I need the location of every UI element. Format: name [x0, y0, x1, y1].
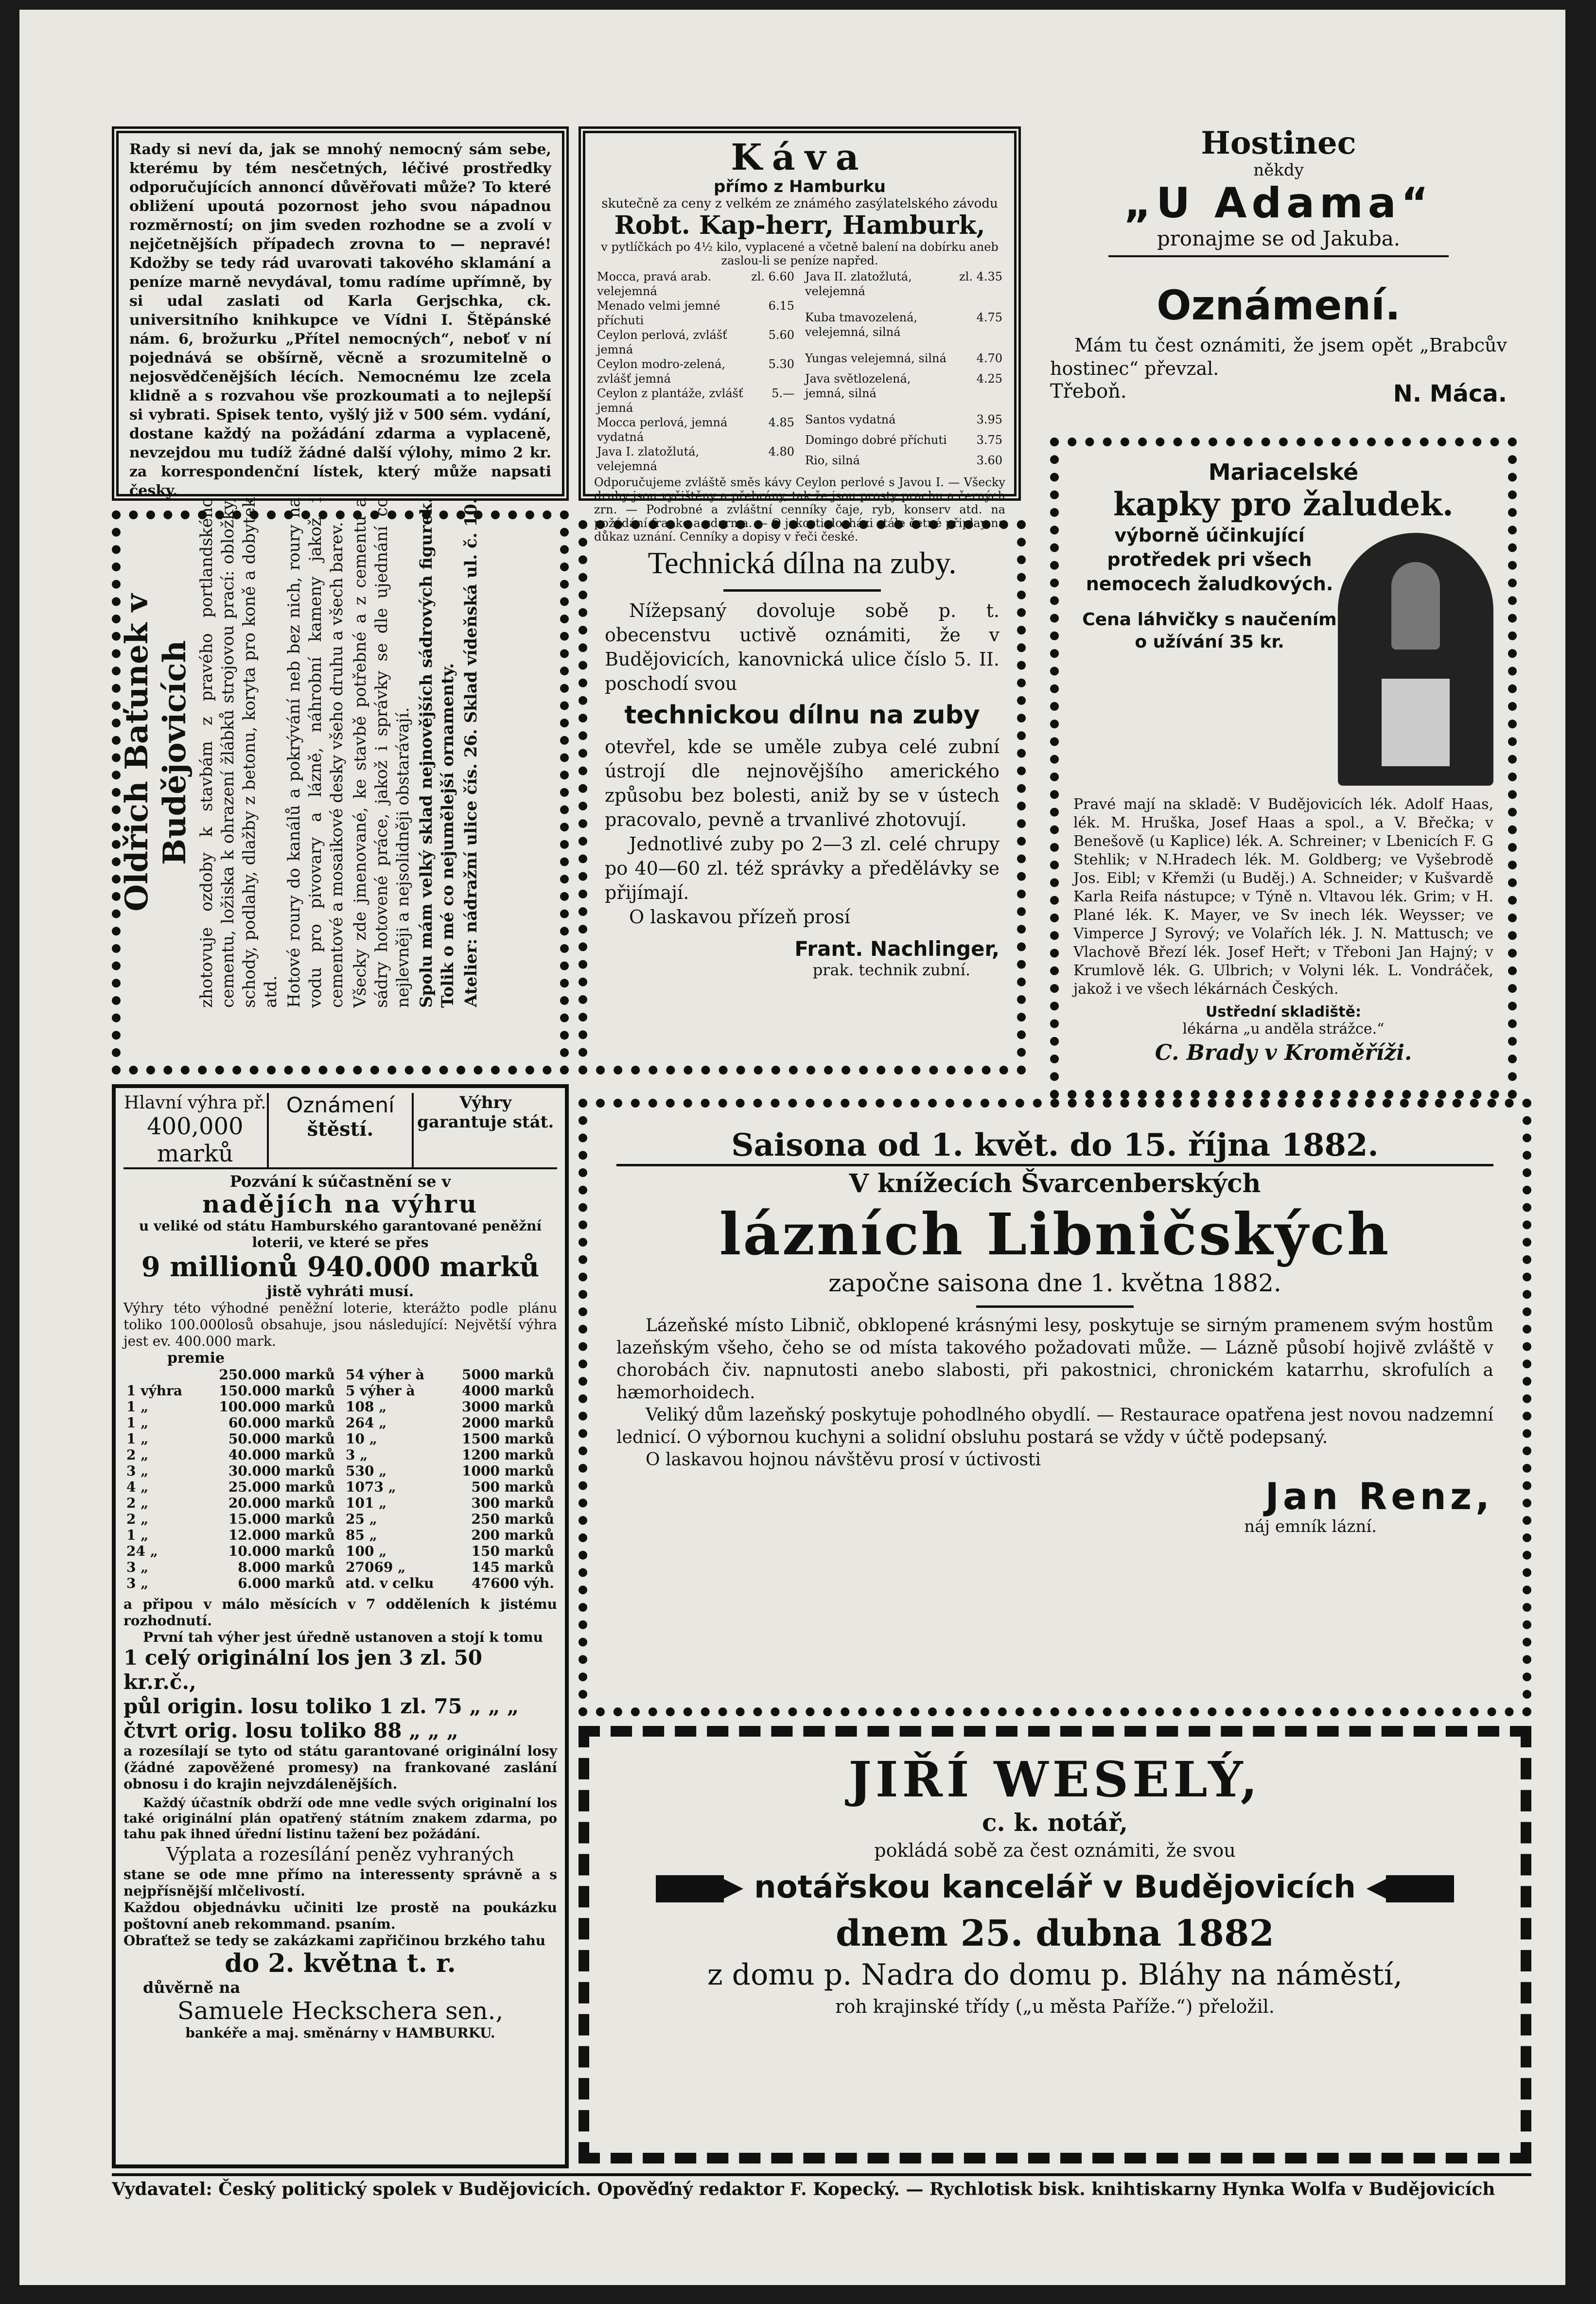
coffee-firm: Robt. Kap-herr, Hamburk,: [614, 211, 985, 240]
coffee-price-row: [802, 433, 1005, 453]
lottery-prize-table: [123, 1367, 557, 1591]
coffee-price-row-label: Rio, silná: [805, 454, 860, 467]
coffee-price-row: [802, 412, 1005, 433]
lottery-prize-row: [123, 1479, 338, 1495]
lottery-prize-row-value: 8.000 marků: [238, 1559, 335, 1575]
coffee-price-row-value: 5.—: [772, 387, 794, 400]
lottery-prize-row: [343, 1399, 557, 1415]
lottery-banker2: bankéře a maj. směnárny v HAMBURKU.: [185, 2025, 495, 2041]
coffee-price-row-value: 3.95: [976, 413, 1002, 426]
lottery-prize-row-value: 150.000 marků: [219, 1383, 335, 1399]
coffee-price-row-value: zl. 6.60: [751, 270, 794, 283]
lottery-prizes-right: [343, 1367, 557, 1591]
dental-p3: Jednotlivé zuby po 2—3 zl. celé chrupy po 40—60 zl. též správky a předělávky se přijímají.: [605, 833, 1000, 903]
lottery-main-prize-label: Hlavní výhra př.: [124, 1093, 266, 1113]
coffee-price-row: [802, 371, 1005, 412]
coffee-price-row: [594, 357, 797, 386]
lottery-prize-row: [343, 1543, 557, 1559]
mariazell-pre: Mariacelské: [1208, 459, 1359, 485]
lottery-quarter-ticket: čtvrt orig. losu toliko 88 „ „ „: [123, 1719, 458, 1742]
lottery-prize-row: [123, 1431, 338, 1447]
lottery-prize-row-label: 5 výher à: [346, 1383, 415, 1399]
lottery-prize-row: [123, 1383, 338, 1399]
lottery-turn: Obraťtež se tedy se zakázkami zapřičinou brzkého tahu: [123, 1933, 546, 1949]
coffee-price-row-label: Java I. zlatožlutá, velejemná: [597, 445, 700, 473]
coffee-price-row-label: Java světlozelená, jemná, silná: [805, 372, 911, 400]
coffee-price-row-label: Kuba tmavozelená, velejemná, silná: [805, 311, 917, 339]
lottery-prize-row-label: 4 „: [126, 1479, 149, 1495]
coffee-price-row-value: 3.75: [976, 433, 1002, 447]
lottery-prizes-left: [123, 1367, 338, 1591]
lottery-prize-row-label: 530 „: [346, 1463, 387, 1479]
lottery-prize-row-value: 60.000 marků: [228, 1415, 335, 1431]
notary-from: z domu p. Nadra do domu p. Bláhy na náměstí,: [707, 1958, 1403, 1992]
imprint-footer: [112, 2173, 1531, 2207]
inn-name: „U Adama“: [1123, 179, 1434, 228]
lottery-prize-row-label: 264 „: [346, 1415, 387, 1431]
lottery-prize-row-value: 145 marků: [471, 1559, 554, 1575]
coffee-price-row: [594, 386, 797, 415]
lottery-prize-row: [123, 1415, 338, 1431]
lottery-prize-row-label: 101 „: [346, 1495, 387, 1511]
batunek-rotated-text: [118, 497, 546, 1008]
coffee-price-list: [594, 269, 1005, 474]
announcement-text: Mám tu čest oznámiti, že jsem opět „Brabcův hostinec“ převzal.: [1050, 334, 1507, 379]
lottery-prize-row-label: 3 „: [346, 1447, 368, 1463]
lottery-prize-row-label: 1 výhra: [126, 1383, 183, 1399]
announcement-title: Oznámení.: [1157, 281, 1401, 329]
coffee-price-row-value: 5.30: [768, 357, 794, 371]
coffee-prices-left: [594, 269, 797, 474]
lottery-prize-row-value: 30.000 marků: [228, 1463, 335, 1479]
coffee-price-row-label: Mocca perlová, jemná vydatná: [597, 416, 728, 444]
advice-ad: [112, 126, 569, 501]
spa-line1: V knížecích Švarcenberských: [849, 1169, 1261, 1198]
lottery-invite: Pozvání k súčastnění se v: [229, 1172, 451, 1191]
inn-formerly: někdy: [1253, 160, 1304, 180]
lottery-header-mid: [269, 1093, 414, 1167]
lottery-sure: jistě vyhráti musí.: [266, 1283, 414, 1300]
spa-body3: O laskavou hojnou návštěvu prosí v úctivosti: [646, 1450, 1041, 1470]
lottery-prize-row: [123, 1495, 338, 1511]
lottery-prize-row: [343, 1447, 557, 1463]
coffee-price-row-label: Ceylon z plantáže, zvlášť jemná: [597, 387, 743, 415]
coffee-price-row-value: 5.60: [768, 328, 794, 342]
advice-text: Rady si neví da, jak se mnohý nemocný sám sebe, kterému by tém nesčetných, léčivé prostředky odporučujících annoncí důvěřovati může? To které obližení upoutá pozornost jeho svou nápadnou rozměrností; on jim sveden rozhodne se a zvolí v nejčetnějších případech zrovna to — nepravé! Kdožby se tedy rád uvarovati takového sklamání a peníze marně nevydával, tomu radíme upřímně, by si udal zaslati od Karla Gerjschka, ck. universitního knihkupce ve Vídni I. Štěpánské nám. 6, brožurku „Přítel nemocných“, neboť v ní pojednává se obšírně, věcně a srozumitelně o nejosvědčenějších lécích. Nemocnému lze zcela klidně a s rozvahou vše prozkoumati a to nejlepší si vybrati. Spisek tento, vyšlý již v 500 sém. vydání, dostane každý na požádání zdarma a vyplaceně, nevzejdou mu tudíž žádné další výlohy, mimo 2 kr. za korrespondenční lístek, který může napsati česky.: [129, 141, 551, 499]
lottery-header-announcement: Oznámení: [286, 1093, 395, 1118]
inn-title: Hostinec: [1201, 125, 1356, 161]
lottery-prize-row-label: atd. v celku: [346, 1575, 434, 1591]
coffee-price-row: [594, 269, 797, 299]
coffee-price-row-label: Domingo dobré příchuti: [805, 433, 947, 447]
coffee-price-row-label: Ceylon perlová, zvlášť jemná: [597, 328, 727, 356]
mariazell-depot-label: Ustřední skladiště:: [1206, 1003, 1361, 1020]
coffee-price-row-label: Java II. zlatožlutá, velejemná: [805, 270, 912, 298]
lottery-prize-row: [123, 1575, 338, 1591]
coffee-price-row-value: 4.25: [976, 372, 1002, 386]
lottery-prize-row: [123, 1527, 338, 1543]
mariazell-stores: Pravé mají na skladě: V Budějovicích lék. Adolf Haas, lék. M. Hruška, Josef Haas a spol., a V. Břečka; v Benešově (u Kaplice) lék. A. Schreiner; v Lbenicích F. G Stehlik; v N.Hradech lék. M. Goldberg; ve Vyšebrodě Jos. Eibl; v Křemži (u Buděj.) A. Schneider; v Kušvardě Karla Reifa nástupce; v Týně n. Vltavou lék. Grim; v H. Plané lék. K. Mayer, ve Sv inech lék. Weysser; ve Vimperce J Syrový; ve Volařích lék. J. N. Mattusch; ve Vlachově Březí lék. Josef Heřt; v Třeboni Jan Hajný; v Krumlově lék. G. Ulbrich; v Volyni lék. L. Vondráček, jakož i ve všech lékárnách Českých.: [1073, 796, 1493, 998]
coffee-prices-right: [802, 269, 1005, 474]
lottery-prize-row-label: 1 „: [126, 1527, 149, 1543]
lottery-prize-row-value: 1000 marků: [462, 1463, 554, 1479]
lottery-each: Každý účastník obdrží ode mne vedle svých originalní los také originální plán opatřený státním znakem zdarma, po tahu pak ihned úřední listinu tažení bez požádání.: [123, 1796, 557, 1842]
lottery-prize-row-value: 1500 marků: [462, 1431, 554, 1447]
lottery-payout2: stane se ode mne přímo na interessenty správně a s nejpřísnější mlčelivostí.: [123, 1866, 557, 1899]
dental-rule: [723, 589, 881, 592]
lottery-order: Každou objednávku učiniti lze prostě na poukázku poštovní aneb rekommand. psaním.: [123, 1899, 557, 1932]
dental-name: Frant. Nachlinger,: [794, 937, 1000, 961]
notary-date: dnem 25. dubna 1882: [836, 1913, 1274, 1954]
batunek-p2: Hotové roury do kanálů a pokrývání neb bez nich, roury na vodu pro pivovary a lázně, náhrobní kameny jakož i cementové a mosaikové desky všeho druhu a všech barev.: [284, 497, 347, 1008]
coffee-note: v pytlíčkách po 4½ kilo, vyplacené a včetně balení na dobírku aneb zaslou-li se peníze napřed.: [601, 240, 999, 267]
lottery-prize-row: [343, 1527, 557, 1543]
lottery-banker: Samuele Heckschera sen.,: [177, 1997, 504, 2025]
lottery-prize-row: [123, 1543, 338, 1559]
notary-ad: [579, 1726, 1531, 2163]
lottery-state: u veliké od státu Hamburského garantované peněžní loterii, ve které se přes: [139, 1218, 542, 1250]
coffee-price-row-value: zl. 4.35: [959, 270, 1002, 283]
dental-ad: [579, 520, 1026, 1074]
lottery-prize-row-label: 1073 „: [346, 1479, 396, 1495]
mariazell-claim: výborně účinkující protředek pri všech nemocech žaludkových.: [1086, 525, 1333, 595]
lottery-prize-row-value: 250.000 marků: [219, 1367, 335, 1383]
lottery-prize-row-label: 27069 „: [346, 1559, 406, 1575]
coffee-price-row: [802, 351, 1005, 371]
lottery-prize-row-label: 100 „: [346, 1543, 387, 1559]
lottery-prize-row-value: 25.000 marků: [228, 1479, 335, 1495]
coffee-price-row: [594, 299, 797, 328]
lottery-prize-row-label: 10 „: [346, 1431, 377, 1447]
lottery-prize-row-value: 10.000 marků: [228, 1543, 335, 1559]
coffee-sub1: přímo z Hamburku: [714, 177, 886, 196]
mariazell-ad: [1050, 438, 1517, 1099]
lottery-prize-row: [123, 1463, 338, 1479]
lottery-prize-row-label: 54 výher à: [346, 1367, 425, 1383]
coffee-ad: [579, 126, 1021, 544]
coffee-price-row-label: Menado velmi jemné příchuti: [597, 299, 720, 327]
notary-office: notářskou kancelář v Budějovicích: [754, 1869, 1356, 1905]
coffee-price-row: [594, 328, 797, 357]
lottery-prize-row: [123, 1399, 338, 1415]
notary-role: c. k. notář,: [982, 1808, 1128, 1837]
lottery-prize-row-value: 15.000 marků: [228, 1511, 335, 1527]
lottery-prize-row: [343, 1463, 557, 1479]
lottery-prize-row-label: 3 „: [126, 1575, 149, 1591]
batunek-p1: zhotovuje ozdoby k stavbám z pravého portlandského cementu, ložiska k ohrazení žlábků strojovou prací: obložky, schody, podlahy, dlažby z betonu, koryta pro koně a dobytek atd.: [197, 497, 281, 1008]
coffee-price-row: [802, 269, 1005, 310]
batunek-p4: Spolu mám velký sklad nejnovějších sádrových figurek. Tolik o mé co nejumělejší ornamenty.: [417, 497, 457, 1008]
lottery-prize-row-value: 6.000 marků: [238, 1575, 335, 1591]
lottery-prize-row: [123, 1511, 338, 1527]
lottery-prize-row-label: 3 „: [126, 1463, 149, 1479]
lottery-draw: a připou v málo měsících v 7 odděleních k jistému rozhodnutí.: [123, 1596, 557, 1629]
dental-headline: technickou dílnu na zuby: [624, 701, 980, 730]
lottery-prize-row: [343, 1479, 557, 1495]
imprint-text: Vydavatel: Český politický spolek v Budějovicích. Opověďný redaktor F. Kopecký. — Rychlotisk bisk. knihtiskarny Hynka Wolfa v Budějovicích: [112, 2179, 1495, 2199]
inn-divider: [1108, 255, 1449, 257]
lottery-half-ticket: půl origin. losu toliko 1 zl. 75 „ „ „: [123, 1694, 519, 1718]
lottery-prize-row-value: 250 marků: [471, 1511, 554, 1527]
lottery-big: 9 millionů 940.000 marků: [141, 1251, 540, 1283]
lottery-prize-row-value: 12.000 marků: [228, 1527, 335, 1543]
lottery-header: [123, 1093, 557, 1169]
notary-honor: pokládá sobě za čest oznámiti, že svou: [874, 1840, 1236, 1861]
lottery-prize-row-value: 20.000 marků: [228, 1495, 335, 1511]
coffee-price-row-value: 6.15: [768, 299, 794, 313]
announcement-signature: N. Máca.: [1393, 380, 1507, 407]
lottery-prize-row-value: 200 marků: [471, 1527, 554, 1543]
lottery-prize-row-value: 5000 marků: [462, 1367, 554, 1383]
dental-p1: Nížepsaný dovoluje sobě p. t. obecenstvu uctivě oznámiti, že v Budějovicích, kanovnická ulice číslo 5. II. poschodí svou: [605, 600, 1000, 694]
lottery-prize-row-label: 24 „: [126, 1543, 158, 1559]
batunek-title: Oldřich Baťunek v Budějovicích: [119, 594, 193, 912]
lottery-hopes: nadějích na výhru: [202, 1190, 479, 1218]
lottery-prize-row-label: 85 „: [346, 1527, 377, 1543]
coffee-price-row-value: 4.75: [976, 311, 1002, 324]
spa-owner: Jan Renz,: [1265, 1475, 1493, 1518]
lottery-prize-row-value: 150 marků: [471, 1543, 554, 1559]
coffee-price-row: [594, 415, 797, 444]
coffee-price-row-label: Mocca, pravá arab. velejemná: [597, 270, 712, 298]
coffee-price-row-value: 3.60: [976, 454, 1002, 467]
coffee-price-row-label: Yungas velejemná, silná: [805, 352, 947, 365]
announcement-place: Třeboň.: [1050, 380, 1127, 403]
lottery-prize-row-value: 1200 marků: [462, 1447, 554, 1463]
madonna-figure-icon: [1391, 562, 1440, 650]
lottery-deadline: do 2. května t. r.: [225, 1949, 456, 1978]
lottery-prize-row-value: 40.000 marků: [228, 1447, 335, 1463]
lottery-prize-row-value: 2000 marků: [462, 1415, 554, 1431]
dental-p4: O laskavou přízeň prosí: [629, 906, 850, 928]
lottery-prize-row: [123, 1367, 338, 1383]
lottery-prize-row: [123, 1559, 338, 1575]
announcement-ad: [1050, 282, 1507, 428]
lottery-prize-row-label: 1 „: [126, 1399, 149, 1415]
spa-body1: Lázeňské místo Libnič, obklopené krásnými lesy, poskytuje se sirným pramenem svým hostům lazeňským všeho, čeho se od místa takového požadovati může. — Lázně působí hojivě zvláště v chorobách čiv. napnutosti anebo slabosti, při pakostnici, chronickém katarrhu, skrofulích a hæmorhoidech.: [616, 1316, 1493, 1403]
mariazell-maker: C. Brady v Kroměříži.: [1155, 1040, 1412, 1065]
lottery-prize-row-label: 1 „: [126, 1431, 149, 1447]
lottery-prem-label: premie: [167, 1350, 225, 1367]
pointing-hand-left-icon: [1386, 1875, 1454, 1902]
coffee-price-row: [802, 453, 1005, 474]
coffee-price-row-value: 4.85: [768, 416, 794, 429]
lottery-main-prize-amount: 400,000 marků: [147, 1113, 244, 1167]
lottery-prize-row-label: 25 „: [346, 1511, 377, 1527]
coffee-title: Káva: [731, 137, 869, 178]
spa-name: lázních Libničských: [719, 1200, 1391, 1268]
lottery-prize-row-value: 3000 marků: [462, 1399, 554, 1415]
inn-ad: [1035, 126, 1522, 272]
inn-lease: pronajme se od Jakuba.: [1157, 227, 1401, 250]
coffee-price-row-value: 4.80: [768, 445, 794, 458]
lottery-header-guarantee: Výhry garantuje stát.: [417, 1093, 554, 1132]
lottery-prize-row-label: 2 „: [126, 1495, 149, 1511]
spa-season: Saisona od 1. květ. do 15. října 1882.: [616, 1127, 1493, 1166]
lottery-prize-row-label: [123, 1367, 195, 1383]
lottery-prize-row-value: 500 marků: [471, 1479, 554, 1495]
lottery-prize-row: [343, 1495, 557, 1511]
lottery-whole-ticket: 1 celý originální los jen 3 zl. 50 kr.r.č.,: [123, 1646, 483, 1694]
lottery-header-luck: štěstí.: [307, 1118, 374, 1141]
lottery-prize-row-value: 100.000 marků: [219, 1399, 335, 1415]
mariazell-title: kapky pro žaludek.: [1113, 485, 1454, 523]
lottery-payout: Výplata a rozesílání peněz vyhraných: [166, 1844, 514, 1865]
lottery-prize-row: [343, 1415, 557, 1431]
dental-p2: otevřel, kde se uměle zubya celé zubní ústrojí dle nejnovějšího amerického způsobu bez bolesti, aniž by se v ústech pracovalo, pevně a trvanlivé zhotovují.: [605, 736, 1000, 830]
coffee-price-row-label: Ceylon modro-zelená, zvlášť jemná: [597, 357, 726, 386]
spa-owner-role: náj emník lázní.: [1244, 1517, 1377, 1536]
lottery-prize-row: [343, 1575, 557, 1591]
mariazell-depot: lékárna „u anděla strážce.“: [1182, 1020, 1385, 1038]
coffee-price-row: [802, 310, 1005, 351]
lottery-prize-row-value: 4000 marků: [462, 1383, 554, 1399]
lottery-prize-row-label: 2 „: [126, 1511, 149, 1527]
coffee-sub2: skutečně za ceny z velkém ze známého zasýlatelského závodu: [601, 196, 998, 211]
lottery-prize-row: [343, 1511, 557, 1527]
coffee-price-row: [594, 444, 797, 474]
lottery-prize-row: [343, 1431, 557, 1447]
notary-name: JIŘÍ WESELÝ,: [848, 1751, 1262, 1808]
newspaper-page: [19, 10, 1565, 2285]
lottery-ad: [112, 1084, 569, 2168]
notary-office-line: [609, 1863, 1501, 1912]
spa-rule: [976, 1305, 1134, 1308]
lottery-prize-row: [343, 1367, 557, 1383]
lottery-plan: Výhry této výhodné peněžní loterie, kterážto podle plánu toliko 100.000losů obsahuje, jsou následující: Největší výhra jest ev. 400.000 mark.: [123, 1300, 557, 1349]
lottery-prize-row-label: 1 „: [126, 1415, 149, 1431]
lottery-first: První tah výher jest úředně ustanoven a stojí k tomu: [143, 1629, 543, 1645]
lottery-trust: důvěrně na: [143, 1978, 241, 1997]
notary-corner: roh krajinské třídy („u města Paříže.“) přeložil.: [835, 1996, 1275, 2017]
spa-body2: Veliký dům lazeňský poskytuje pohodlného obydlí. — Restaurace opatřena jest novou nadzemní lednicí. O výbornou kuchyni a solidní obsluhu postará se vždy v účtě podepsaný.: [616, 1405, 1493, 1447]
madonna-image: [1338, 533, 1493, 786]
lottery-prize-row-value: 300 marků: [471, 1495, 554, 1511]
church-towers-icon: [1382, 679, 1450, 766]
batunek-ad: [112, 497, 569, 1074]
dental-title: Technická dílna na zuby.: [648, 545, 957, 580]
coffee-price-row-value: 4.70: [976, 352, 1002, 365]
batunek-p3: Všecky zde jmenované, ke stavbě potřebné a z cementu a sádry hotovené práce, jakož i správky se dle ujednání co nejlevněji a nejsolidněji obstarávají.: [351, 497, 413, 1008]
coffee-price-row-label: Santos vydatná: [805, 413, 896, 426]
pointing-hand-icon: [656, 1875, 724, 1902]
lottery-prize-row-label: 3 „: [126, 1559, 149, 1575]
coffee-footer: Odporučujeme zvláště směs kávy Ceylon perlové s Javou I. — Všecky druhy jsou vyčištěny a přebrány, tak že jsou prosty prachu a černých zrn. — Podrobné a zvláštní cenníky čaje, ryb, konserv atd. na požádání franko a zdarma. — O jakosti docházi stále četné připlay na důkaz uznání. Cenníky a dopisy v řeči české.: [594, 475, 1005, 544]
lottery-prize-row-label: 108 „: [346, 1399, 387, 1415]
spa-line2: započne saisona dne 1. května 1882.: [828, 1269, 1281, 1297]
lottery-header-right: [414, 1093, 557, 1167]
lottery-header-left: [123, 1093, 269, 1167]
lottery-send: a rozesílají se tyto od státu garantované originální losy (žádné zapověžené promesy) na frankované zaslání obnosu i do krajin nejvzdálenějších.: [123, 1743, 557, 1792]
spa-ad: [579, 1099, 1531, 1716]
batunek-p5: Atelier: nádražní ulice čís. 26. Sklad vídeňská ul. č. 10.: [461, 498, 481, 1007]
dental-role: prak. technik zubní.: [812, 961, 970, 979]
lottery-prize-row: [123, 1447, 338, 1463]
lottery-prize-row-value: 50.000 marků: [228, 1431, 335, 1447]
lottery-prize-row-label: 2 „: [126, 1447, 149, 1463]
lottery-prize-row: [343, 1559, 557, 1575]
lottery-prize-row-value: 47600 výh.: [472, 1575, 554, 1591]
mariazell-price: Cena láhvičky s naučením o užívání 35 kr.: [1082, 610, 1337, 652]
lottery-prize-row: [343, 1383, 557, 1399]
